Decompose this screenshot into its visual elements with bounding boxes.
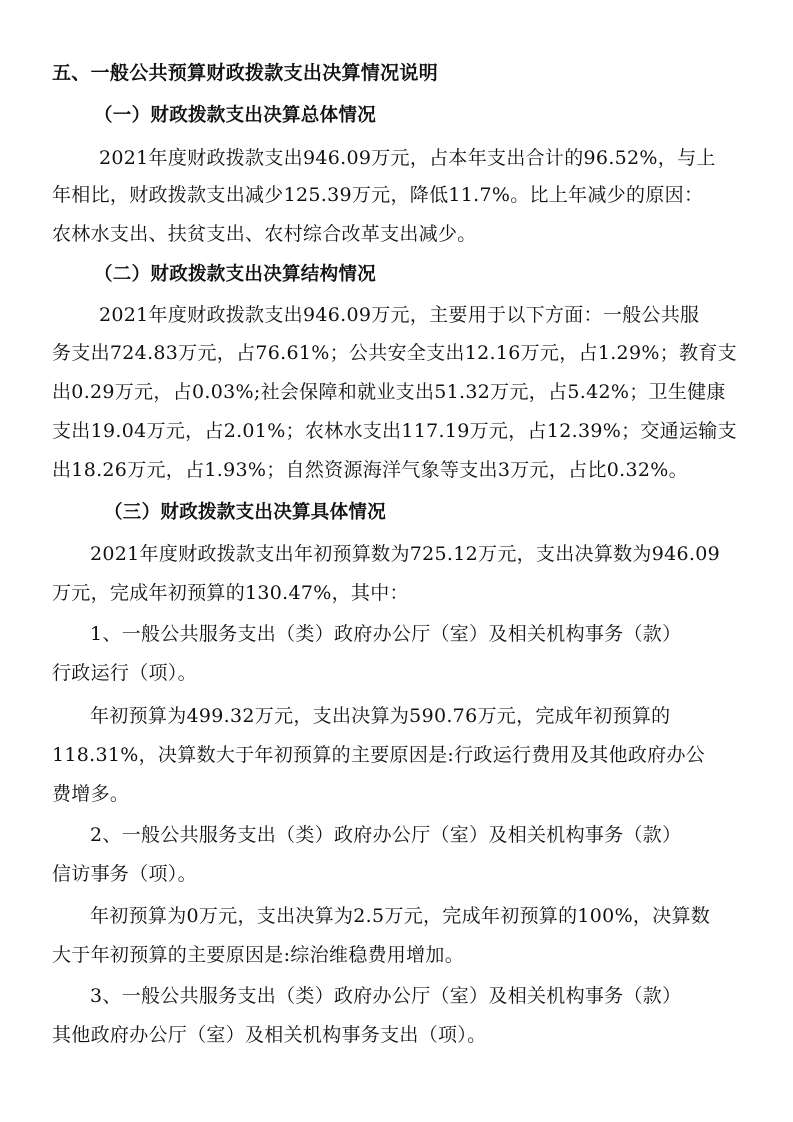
section-3-line-10: 年初预算为0万元，支出决算为2.5万元，完成年初预算的100%，决算数	[90, 905, 711, 927]
section-3-line-6: 118.31%，决算数大于年初预算的主要原因是:行政运行费用及其他政府办公	[52, 744, 706, 766]
section-1-title: （一）财政拨款支出决算总体情况	[94, 105, 377, 126]
section-3-line-8: 2、一般公共服务支出（类）政府办公厅（室）及相关机构事务（款）	[90, 824, 682, 846]
section-3-title: （三）财政拨款支出决算具体情况	[104, 502, 387, 523]
section-3-line-12: 3、一般公共服务支出（类）政府办公厅（室）及相关机构事务（款）	[90, 985, 682, 1007]
section-2-title: （二）财政拨款支出决算结构情况	[94, 264, 377, 285]
section-2-line-3: 出0.29万元，占0.03%;社会保障和就业支出51.32万元，占5.42%；卫生健康	[52, 381, 726, 403]
section-3-line-3: 1、一般公共服务支出（类）政府办公厅（室）及相关机构事务（款）	[90, 623, 682, 645]
section-3-line-5: 年初预算为499.32万元，支出决算为590.76万元，完成年初预算的	[90, 705, 671, 727]
section-1-line-2: 年相比，财政拨款支出减少125.39万元，降低11.7%。比上年减少的原因：	[52, 184, 704, 206]
section-3-line-2: 万元，完成年初预算的130.47%，其中：	[52, 582, 409, 604]
page-heading: 五、一般公共预算财政拨款支出决算情况说明	[52, 62, 439, 84]
section-2-line-4: 支出19.04万元，占2.01%；农林水支出117.19万元，占12.39%；交通运输支	[52, 420, 737, 442]
section-3-line-4: 行政运行（项）。	[52, 662, 197, 684]
section-1-line-1: 2021年度财政拨款支出946.09万元，占本年支出合计的96.52%，与上	[99, 147, 716, 169]
section-3-line-1: 2021年度财政拨款支出年初预算数为725.12万元，支出决算数为946.09	[90, 543, 721, 565]
section-2-line-2: 务支出724.83万元，占76.61%；公共安全支出12.16万元，占1.29%；教育支	[52, 342, 737, 364]
section-1-line-3: 农林水支出、扶贫支出、农村综合改革支出减少。	[52, 223, 477, 245]
section-3-line-7: 费增多。	[52, 783, 130, 805]
section-3-line-9: 信访事务（项）。	[52, 863, 197, 885]
section-2-line-5: 出18.26万元，占1.93%；自然资源海洋气象等支出3万元，占比0.32%。	[52, 459, 688, 481]
section-3-line-11: 大于年初预算的主要原因是:综治维稳费用增加。	[52, 944, 465, 966]
section-3-line-13: 其他政府办公厅（室）及相关机构事务支出（项）。	[52, 1024, 487, 1046]
section-2-line-1: 2021年度财政拨款支出946.09万元，主要用于以下方面：一般公共服	[99, 304, 700, 326]
